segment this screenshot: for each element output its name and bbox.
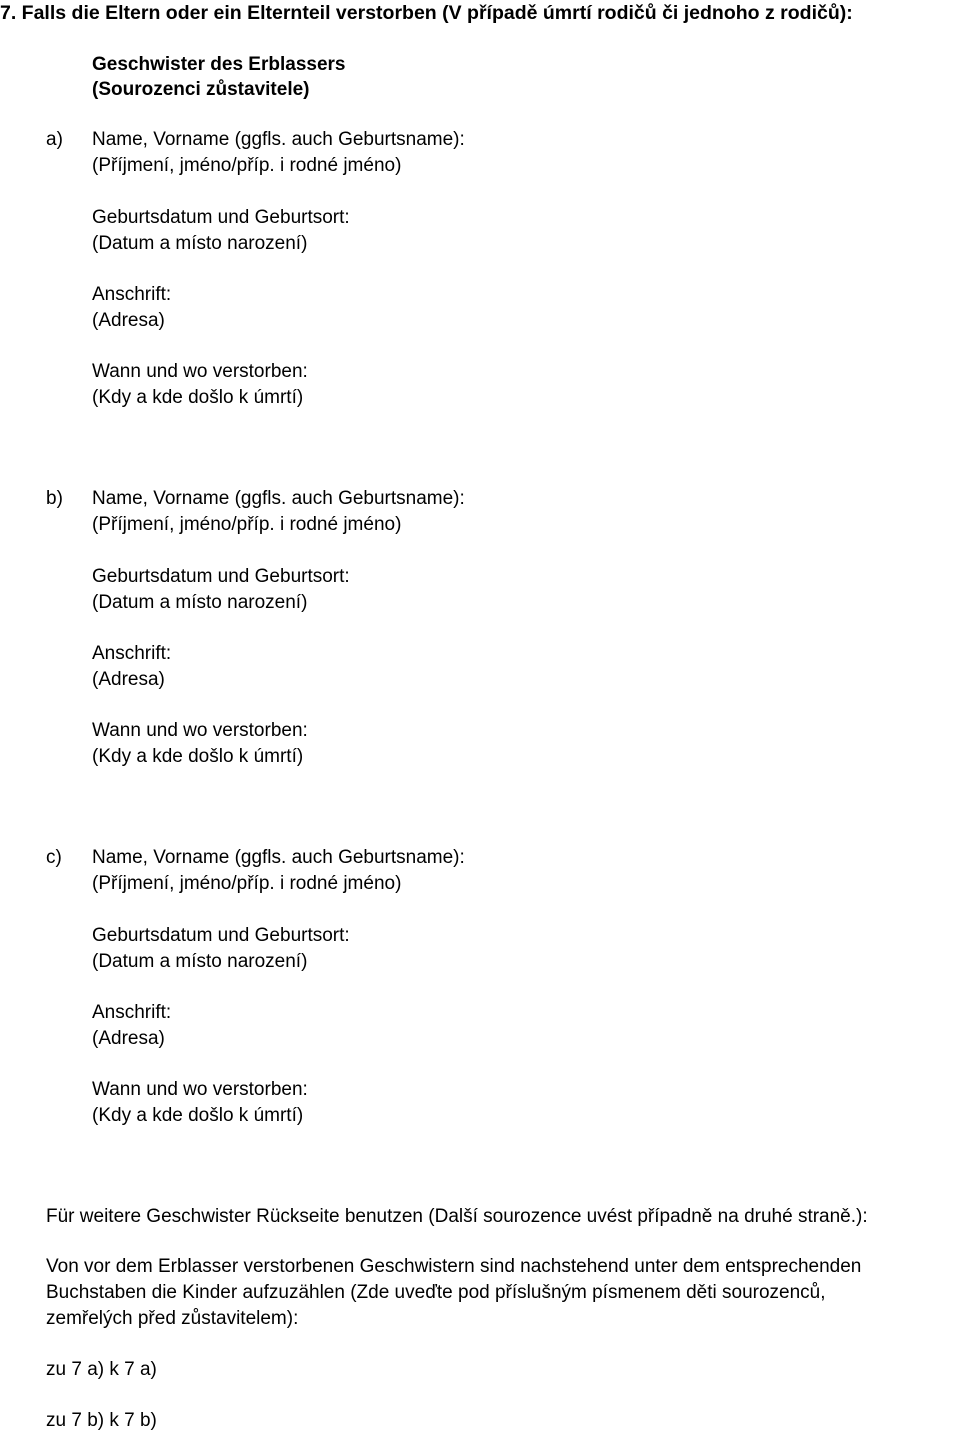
birth-label-czech: (Datum a místo narození) — [92, 951, 308, 972]
address-label-german: Anschrift: — [92, 284, 172, 305]
name-label-german: Name, Vorname (ggfls. auch Geburtsname): — [92, 129, 465, 150]
death-label-czech: (Kdy a kde došlo k úmrtí) — [92, 746, 304, 767]
name-label-czech: (Příjmení, jméno/příp. i rodné jméno) — [92, 514, 402, 535]
birth-field — [92, 205, 350, 257]
predeceased-siblings-paragraph — [46, 1254, 960, 1332]
death-label-czech: (Kdy a kde došlo k úmrtí) — [92, 387, 304, 408]
birth-label-czech: (Datum a místo narození) — [92, 592, 308, 613]
birth-field — [92, 923, 350, 975]
name-field — [92, 845, 465, 897]
address-label-czech: (Adresa) — [92, 669, 165, 690]
death-field — [92, 359, 308, 411]
death-field — [92, 718, 308, 770]
reference-7b: zu 7 b) k 7 b) — [46, 1410, 157, 1431]
name-label-german: Name, Vorname (ggfls. auch Geburtsname): — [92, 847, 465, 868]
paragraph-line: zemřelých před zůstavitelem): — [46, 1308, 299, 1329]
address-label-german: Anschrift: — [92, 643, 172, 664]
death-label-german: Wann und wo verstorben: — [92, 1079, 308, 1100]
name-field — [92, 127, 465, 179]
section-subheading — [92, 52, 345, 102]
birth-label-german: Geburtsdatum und Geburtsort: — [92, 566, 350, 587]
name-label-german: Name, Vorname (ggfls. auch Geburtsname): — [92, 488, 465, 509]
death-field — [92, 1077, 308, 1129]
address-label-czech: (Adresa) — [92, 1028, 165, 1049]
paragraph-line: Buchstaben die Kinder aufzuzählen (Zde uveďte pod příslušným písmenem děti sourozenců, — [46, 1282, 826, 1303]
address-label-czech: (Adresa) — [92, 310, 165, 331]
subheading-czech: (Sourozenci zůstavitele) — [92, 79, 310, 100]
address-label-german: Anschrift: — [92, 1002, 172, 1023]
birth-label-czech: (Datum a místo narození) — [92, 233, 308, 254]
name-field — [92, 486, 465, 538]
address-field — [92, 641, 171, 693]
paragraph-line: Von vor dem Erblasser verstorbenen Geschwistern sind nachstehend unter dem entsprechenden — [46, 1256, 862, 1277]
address-field — [92, 1000, 171, 1052]
reference-7a: zu 7 a) k 7 a) — [46, 1359, 157, 1380]
birth-field — [92, 564, 350, 616]
subheading-german: Geschwister des Erblassers — [92, 54, 346, 75]
address-field — [92, 282, 171, 334]
sibling-letter: b) — [46, 488, 63, 509]
name-label-czech: (Příjmení, jméno/příp. i rodné jméno) — [92, 155, 402, 176]
birth-label-german: Geburtsdatum und Geburtsort: — [92, 925, 350, 946]
death-label-german: Wann und wo verstorben: — [92, 720, 308, 741]
sibling-letter: c) — [46, 847, 62, 868]
death-label-czech: (Kdy a kde došlo k úmrtí) — [92, 1105, 304, 1126]
name-label-czech: (Příjmení, jméno/příp. i rodné jméno) — [92, 873, 402, 894]
death-label-german: Wann und wo verstorben: — [92, 361, 308, 382]
section-heading: 7. Falls die Eltern oder ein Elternteil verstorben (V případě úmrtí rodičů či jednoho z rodičů): — [0, 2, 853, 24]
further-siblings-note: Für weitere Geschwister Rückseite benutzen (Další sourozence uvést případně na druhé straně.): — [46, 1206, 868, 1227]
birth-label-german: Geburtsdatum und Geburtsort: — [92, 207, 350, 228]
sibling-letter: a) — [46, 129, 63, 150]
